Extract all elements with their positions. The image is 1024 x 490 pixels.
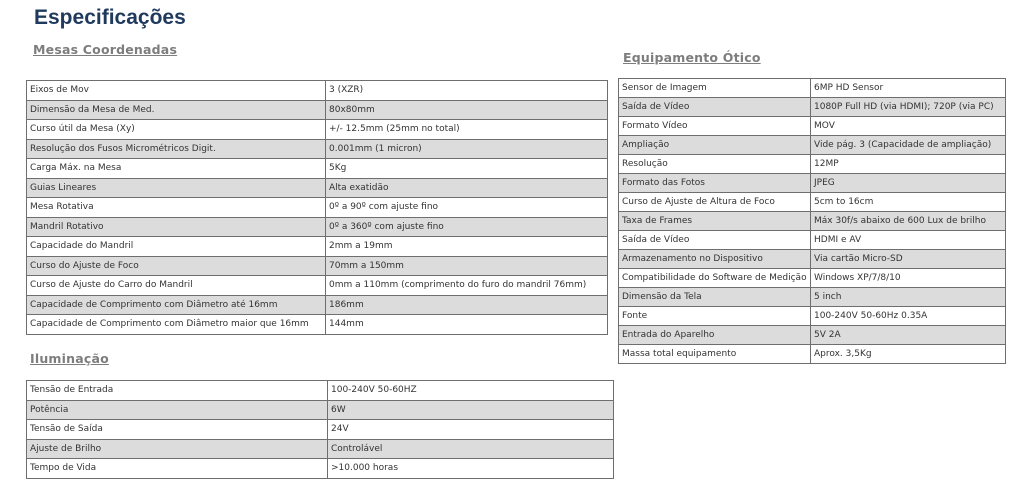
spec-value: 5V 2A <box>811 326 1006 345</box>
otico-spec-table <box>618 78 1006 364</box>
spec-value: 12MP <box>811 155 1006 174</box>
table-row <box>619 212 1006 231</box>
table-row <box>619 250 1006 269</box>
spec-value: 3 (XZR) <box>326 81 608 101</box>
mesas-spec-table <box>26 80 608 335</box>
spec-value: 0mm a 110mm (comprimento do furo do mandril 76mm) <box>326 276 608 296</box>
spec-label: Guias Lineares <box>27 178 326 198</box>
table-row <box>619 231 1006 250</box>
spec-value: 5Kg <box>326 159 608 179</box>
spec-label: Formato das Fotos <box>619 174 811 193</box>
table-row <box>619 307 1006 326</box>
table-row <box>619 98 1006 117</box>
spec-label: Tempo de Vida <box>27 459 328 479</box>
table-row <box>27 459 614 479</box>
spec-label: Capacidade de Comprimento com Diâmetro até 16mm <box>27 295 326 315</box>
table-row <box>27 381 614 401</box>
spec-value: MOV <box>811 117 1006 136</box>
table-row <box>27 237 608 257</box>
spec-value: Alta exatidão <box>326 178 608 198</box>
spec-value: 186mm <box>326 295 608 315</box>
spec-value: 5 inch <box>811 288 1006 307</box>
spec-value: >10.000 horas <box>328 459 614 479</box>
spec-label: Mesa Rotativa <box>27 198 326 218</box>
table-row <box>27 81 608 101</box>
spec-label: Fonte <box>619 307 811 326</box>
spec-label: Capacidade de Comprimento com Diâmetro maior que 16mm <box>27 315 326 335</box>
spec-value: 80x80mm <box>326 100 608 120</box>
spec-label: Saída de Vídeo <box>619 231 811 250</box>
spec-value: 2mm a 19mm <box>326 237 608 257</box>
spec-label: Ajuste de Brilho <box>27 439 328 459</box>
spec-value: Vide pág. 3 (Capacidade de ampliação) <box>811 136 1006 155</box>
spec-value: JPEG <box>811 174 1006 193</box>
spec-label: Dimensão da Tela <box>619 288 811 307</box>
spec-label: Eixos de Mov <box>27 81 326 101</box>
spec-value: 100-240V 50-60HZ <box>328 381 614 401</box>
spec-label: Curso útil da Mesa (Xy) <box>27 120 326 140</box>
mesas-section-title: Mesas Coordenadas <box>33 42 178 57</box>
spec-value: HDMI e AV <box>811 231 1006 250</box>
spec-value: 6MP HD Sensor <box>811 79 1006 98</box>
iluminacao-spec-table <box>26 380 614 479</box>
spec-label: Potência <box>27 400 328 420</box>
table-row <box>27 400 614 420</box>
table-row <box>27 439 614 459</box>
spec-value: Máx 30f/s abaixo de 600 Lux de brilho <box>811 212 1006 231</box>
spec-value: 24V <box>328 420 614 440</box>
spec-value: Controlável <box>328 439 614 459</box>
table-row <box>27 256 608 276</box>
spec-label: Ampliação <box>619 136 811 155</box>
spec-label: Capacidade do Mandril <box>27 237 326 257</box>
spec-value: Windows XP/7/8/10 <box>811 269 1006 288</box>
spec-label: Mandril Rotativo <box>27 217 326 237</box>
table-row <box>27 420 614 440</box>
spec-value: 100-240V 50-60Hz 0.35A <box>811 307 1006 326</box>
spec-label: Resolução <box>619 155 811 174</box>
table-row <box>27 315 608 335</box>
spec-value: 0.001mm (1 micron) <box>326 139 608 159</box>
table-row <box>27 276 608 296</box>
table-row <box>619 269 1006 288</box>
table-row <box>27 217 608 237</box>
spec-label: Tensão de Saída <box>27 420 328 440</box>
spec-label: Tensão de Entrada <box>27 381 328 401</box>
table-row <box>27 139 608 159</box>
table-row <box>27 295 608 315</box>
spec-label: Curso de Ajuste de Altura de Foco <box>619 193 811 212</box>
page-title: Especificações <box>34 6 186 29</box>
spec-value: 0º a 90º com ajuste fino <box>326 198 608 218</box>
spec-label: Armazenamento no Dispositivo <box>619 250 811 269</box>
spec-label: Entrada do Aparelho <box>619 326 811 345</box>
spec-value: 70mm a 150mm <box>326 256 608 276</box>
otico-section-title: Equipamento Ótico <box>623 50 761 65</box>
spec-value: 5cm to 16cm <box>811 193 1006 212</box>
table-row <box>619 155 1006 174</box>
table-row <box>619 136 1006 155</box>
table-row <box>27 178 608 198</box>
spec-value: Aprox. 3,5Kg <box>811 345 1006 364</box>
spec-label: Compatibilidade do Software de Medição <box>619 269 811 288</box>
iluminacao-section-title: Iluminação <box>30 351 109 366</box>
table-row <box>27 100 608 120</box>
spec-label: Carga Máx. na Mesa <box>27 159 326 179</box>
table-row <box>27 159 608 179</box>
spec-value: 1080P Full HD (via HDMI); 720P (via PC) <box>811 98 1006 117</box>
spec-label: Massa total equipamento <box>619 345 811 364</box>
spec-value: Via cartão Micro-SD <box>811 250 1006 269</box>
spec-value: 144mm <box>326 315 608 335</box>
spec-label: Resolução dos Fusos Micrométricos Digit. <box>27 139 326 159</box>
spec-label: Formato Vídeo <box>619 117 811 136</box>
table-row <box>27 120 608 140</box>
spec-label: Curso do Ajuste de Foco <box>27 256 326 276</box>
spec-label: Dimensão da Mesa de Med. <box>27 100 326 120</box>
table-row <box>619 79 1006 98</box>
spec-label: Sensor de Imagem <box>619 79 811 98</box>
table-row <box>27 198 608 218</box>
table-row <box>619 174 1006 193</box>
spec-value: 6W <box>328 400 614 420</box>
table-row <box>619 326 1006 345</box>
spec-value: +/- 12.5mm (25mm no total) <box>326 120 608 140</box>
spec-label: Curso de Ajuste do Carro do Mandril <box>27 276 326 296</box>
table-row <box>619 288 1006 307</box>
table-row <box>619 117 1006 136</box>
spec-label: Saída de Vídeo <box>619 98 811 117</box>
spec-label: Taxa de Frames <box>619 212 811 231</box>
spec-value: 0º a 360º com ajuste fino <box>326 217 608 237</box>
table-row <box>619 345 1006 364</box>
table-row <box>619 193 1006 212</box>
